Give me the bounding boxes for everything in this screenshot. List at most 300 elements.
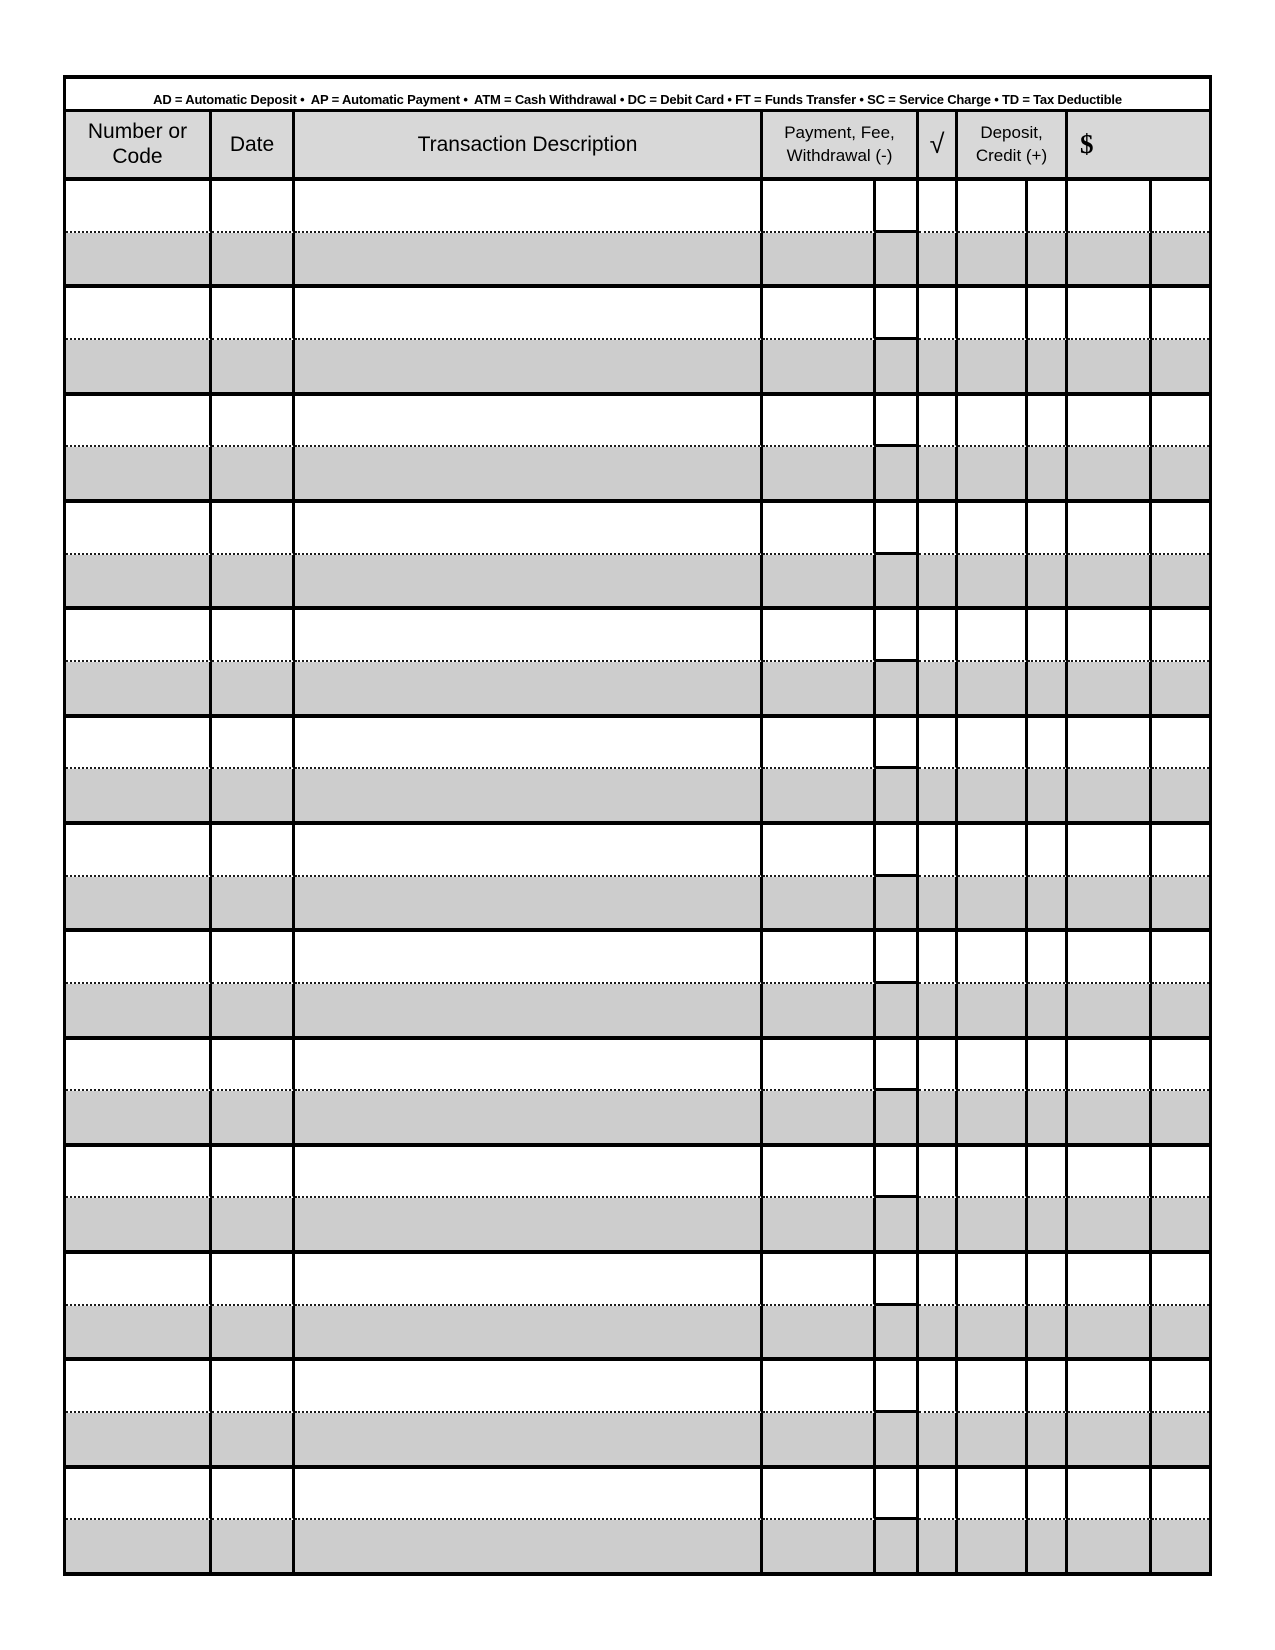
cell-payment[interactable] (763, 769, 876, 821)
cell-check[interactable] (919, 1091, 958, 1143)
cell-description[interactable] (295, 340, 763, 392)
cell-description[interactable] (295, 1147, 763, 1199)
cell-deposit[interactable] (958, 718, 1028, 770)
cell-payment-cents[interactable] (876, 555, 919, 607)
cell-balance-cents[interactable] (1152, 1520, 1209, 1572)
cell-payment-cents[interactable] (876, 233, 919, 285)
cell-check[interactable] (919, 233, 958, 285)
cell-payment-cents[interactable] (876, 662, 919, 714)
cell-number-code[interactable] (66, 181, 212, 233)
cell-deposit-cents[interactable] (1028, 1520, 1068, 1572)
cell-number-code[interactable] (66, 1361, 212, 1413)
cell-balance-cents[interactable] (1152, 1361, 1209, 1413)
cell-date[interactable] (212, 396, 295, 448)
cell-number-code[interactable] (66, 1040, 212, 1092)
register-row-white (66, 610, 1209, 662)
cell-deposit-cents[interactable] (1028, 984, 1068, 1036)
cell-check[interactable] (919, 1361, 958, 1413)
register-entry (66, 1469, 1209, 1572)
cell-date[interactable] (212, 233, 295, 285)
cell-number-code[interactable] (66, 555, 212, 607)
cell-date[interactable] (212, 610, 295, 662)
cell-date[interactable] (212, 1040, 295, 1092)
cell-number-code[interactable] (66, 288, 212, 340)
register-entry (66, 288, 1209, 395)
cell-deposit-cents[interactable] (1028, 233, 1068, 285)
cell-payment[interactable] (763, 1361, 876, 1413)
cell-deposit-cents[interactable] (1028, 1469, 1068, 1521)
table-header-row (66, 112, 1209, 181)
cell-balance[interactable] (1068, 447, 1152, 499)
register-entry (66, 610, 1209, 717)
cell-check[interactable] (919, 181, 958, 233)
cell-balance[interactable] (1068, 555, 1152, 607)
cell-deposit[interactable] (958, 610, 1028, 662)
cell-deposit[interactable] (958, 877, 1028, 929)
cell-description[interactable] (295, 932, 763, 984)
cell-payment-cents[interactable] (876, 877, 919, 929)
cell-payment-cents[interactable] (876, 288, 919, 340)
cell-balance[interactable] (1068, 1520, 1152, 1572)
cell-deposit-cents[interactable] (1028, 288, 1068, 340)
cell-balance[interactable] (1068, 1147, 1152, 1199)
cell-balance-cents[interactable] (1152, 1198, 1209, 1250)
cell-date[interactable] (212, 1413, 295, 1465)
cell-payment-cents[interactable] (876, 396, 919, 448)
cell-balance[interactable] (1068, 233, 1152, 285)
cell-deposit-cents[interactable] (1028, 1147, 1068, 1199)
cell-description[interactable] (295, 1306, 763, 1358)
cell-balance[interactable] (1068, 984, 1152, 1036)
register-row-white (66, 1147, 1209, 1199)
cell-description[interactable] (295, 610, 763, 662)
cell-payment[interactable] (763, 555, 876, 607)
cell-number-code[interactable] (66, 932, 212, 984)
cell-description[interactable] (295, 1413, 763, 1465)
cell-deposit-cents[interactable] (1028, 1091, 1068, 1143)
cell-number-code[interactable] (66, 610, 212, 662)
header-check-column (919, 112, 958, 177)
cell-description[interactable] (295, 503, 763, 555)
register-entry (66, 181, 1209, 288)
cell-number-code[interactable] (66, 877, 212, 929)
checkmark-icon: √ (929, 129, 945, 159)
cell-description[interactable] (295, 1091, 763, 1143)
cell-deposit[interactable] (958, 984, 1028, 1036)
cell-payment[interactable] (763, 610, 876, 662)
cell-balance-cents[interactable] (1152, 503, 1209, 555)
header-deposit (958, 112, 1068, 177)
header-label-line: Payment, Fee, (784, 123, 895, 143)
cell-balance-cents[interactable] (1152, 1254, 1209, 1306)
cell-deposit-cents[interactable] (1028, 662, 1068, 714)
cell-balance[interactable] (1068, 1040, 1152, 1092)
cell-date[interactable] (212, 1520, 295, 1572)
register-entry (66, 825, 1209, 932)
cell-description[interactable] (295, 447, 763, 499)
cell-date[interactable] (212, 1469, 295, 1521)
cell-balance-cents[interactable] (1152, 1469, 1209, 1521)
cell-deposit[interactable] (958, 1198, 1028, 1250)
cell-description[interactable] (295, 288, 763, 340)
header-label-line: Date (229, 132, 275, 156)
cell-deposit-cents[interactable] (1028, 1306, 1068, 1358)
cell-balance[interactable] (1068, 1413, 1152, 1465)
cell-description[interactable] (295, 662, 763, 714)
cell-balance[interactable] (1068, 1198, 1152, 1250)
cell-date[interactable] (212, 984, 295, 1036)
cell-balance-cents[interactable] (1152, 662, 1209, 714)
cell-payment-cents[interactable] (876, 447, 919, 499)
cell-payment[interactable] (763, 1469, 876, 1521)
cell-check[interactable] (919, 662, 958, 714)
register-row-white (66, 1040, 1209, 1092)
cell-payment-cents[interactable] (876, 1361, 919, 1413)
cell-payment[interactable] (763, 877, 876, 929)
cell-payment[interactable] (763, 340, 876, 392)
cell-description[interactable] (295, 181, 763, 233)
cell-deposit[interactable] (958, 1520, 1028, 1572)
cell-deposit-cents[interactable] (1028, 396, 1068, 448)
cell-date[interactable] (212, 1254, 295, 1306)
cell-balance-cents[interactable] (1152, 1413, 1209, 1465)
cell-deposit[interactable] (958, 555, 1028, 607)
register-row-shaded (66, 1520, 1209, 1572)
register-row-shaded (66, 1413, 1209, 1465)
header-payment (763, 112, 919, 177)
header-date (212, 112, 295, 177)
cell-balance[interactable] (1068, 932, 1152, 984)
cell-balance[interactable] (1068, 1091, 1152, 1143)
cell-date[interactable] (212, 718, 295, 770)
header-label-line: Withdrawal (-) (786, 145, 893, 165)
cell-payment-cents[interactable] (876, 1413, 919, 1465)
cell-description[interactable] (295, 1520, 763, 1572)
cell-number-code[interactable] (66, 662, 212, 714)
cell-deposit[interactable] (958, 1306, 1028, 1358)
cell-date[interactable] (212, 447, 295, 499)
header-balance (1068, 112, 1209, 177)
cell-payment[interactable] (763, 825, 876, 877)
cell-number-code[interactable] (66, 718, 212, 770)
cell-description[interactable] (295, 1198, 763, 1250)
register-row-shaded (66, 662, 1209, 714)
cell-date[interactable] (212, 181, 295, 233)
cell-payment-cents[interactable] (876, 1147, 919, 1199)
cell-deposit-cents[interactable] (1028, 503, 1068, 555)
cell-description[interactable] (295, 396, 763, 448)
register-row-shaded (66, 769, 1209, 821)
cell-description[interactable] (295, 769, 763, 821)
register-entry (66, 718, 1209, 825)
cell-payment-cents[interactable] (876, 1254, 919, 1306)
register-row-shaded (66, 340, 1209, 392)
cell-payment[interactable] (763, 1520, 876, 1572)
cell-balance[interactable] (1068, 1306, 1152, 1358)
cell-balance[interactable] (1068, 181, 1152, 233)
cell-balance-cents[interactable] (1152, 984, 1209, 1036)
cell-payment-cents[interactable] (876, 181, 919, 233)
cell-balance-cents[interactable] (1152, 233, 1209, 285)
cell-description[interactable] (295, 984, 763, 1036)
cell-date[interactable] (212, 825, 295, 877)
cell-number-code[interactable] (66, 1198, 212, 1250)
cell-payment-cents[interactable] (876, 610, 919, 662)
cell-deposit-cents[interactable] (1028, 877, 1068, 929)
cell-balance-cents[interactable] (1152, 877, 1209, 929)
cell-balance[interactable] (1068, 1254, 1152, 1306)
cell-check[interactable] (919, 1413, 958, 1465)
cell-payment-cents[interactable] (876, 1520, 919, 1572)
cell-deposit[interactable] (958, 503, 1028, 555)
cell-check[interactable] (919, 555, 958, 607)
cell-check[interactable] (919, 1198, 958, 1250)
cell-balance-cents[interactable] (1152, 1306, 1209, 1358)
cell-check[interactable] (919, 503, 958, 555)
cell-deposit[interactable] (958, 662, 1028, 714)
cell-number-code[interactable] (66, 447, 212, 499)
cell-number-code[interactable] (66, 984, 212, 1036)
cell-description[interactable] (295, 1469, 763, 1521)
cell-payment[interactable] (763, 447, 876, 499)
cell-payment[interactable] (763, 396, 876, 448)
cell-deposit[interactable] (958, 1040, 1028, 1092)
cell-deposit[interactable] (958, 447, 1028, 499)
cell-number-code[interactable] (66, 233, 212, 285)
cell-number-code[interactable] (66, 396, 212, 448)
cell-payment-cents[interactable] (876, 1198, 919, 1250)
cell-check[interactable] (919, 1306, 958, 1358)
cell-payment-cents[interactable] (876, 1306, 919, 1358)
cell-description[interactable] (295, 1040, 763, 1092)
cell-payment[interactable] (763, 1306, 876, 1358)
cell-date[interactable] (212, 288, 295, 340)
cell-check[interactable] (919, 447, 958, 499)
cell-balance[interactable] (1068, 825, 1152, 877)
cell-deposit[interactable] (958, 1254, 1028, 1306)
cell-deposit[interactable] (958, 1469, 1028, 1521)
cell-description[interactable] (295, 1361, 763, 1413)
cell-payment-cents[interactable] (876, 718, 919, 770)
register-row-white (66, 503, 1209, 555)
cell-deposit-cents[interactable] (1028, 825, 1068, 877)
header-description (295, 112, 763, 177)
cell-payment-cents[interactable] (876, 1469, 919, 1521)
cell-check[interactable] (919, 718, 958, 770)
cell-balance-cents[interactable] (1152, 825, 1209, 877)
cell-balance[interactable] (1068, 1361, 1152, 1413)
cell-deposit-cents[interactable] (1028, 1361, 1068, 1413)
cell-payment[interactable] (763, 288, 876, 340)
cell-deposit-cents[interactable] (1028, 1040, 1068, 1092)
cell-number-code[interactable] (66, 769, 212, 821)
cell-check[interactable] (919, 877, 958, 929)
cell-balance-cents[interactable] (1152, 181, 1209, 233)
cell-balance[interactable] (1068, 1469, 1152, 1521)
cell-payment-cents[interactable] (876, 984, 919, 1036)
cell-balance-cents[interactable] (1152, 610, 1209, 662)
cell-payment[interactable] (763, 718, 876, 770)
cell-balance-cents[interactable] (1152, 718, 1209, 770)
cell-deposit-cents[interactable] (1028, 769, 1068, 821)
cell-balance-cents[interactable] (1152, 288, 1209, 340)
cell-check[interactable] (919, 1147, 958, 1199)
cell-payment-cents[interactable] (876, 1091, 919, 1143)
cell-payment-cents[interactable] (876, 340, 919, 392)
cell-date[interactable] (212, 1091, 295, 1143)
cell-deposit-cents[interactable] (1028, 1413, 1068, 1465)
cell-balance-cents[interactable] (1152, 1091, 1209, 1143)
cell-check[interactable] (919, 288, 958, 340)
cell-payment-cents[interactable] (876, 503, 919, 555)
register-row-shaded (66, 984, 1209, 1036)
header-label-line: Deposit, (980, 123, 1043, 143)
cell-deposit[interactable] (958, 769, 1028, 821)
cell-balance-cents[interactable] (1152, 1147, 1209, 1199)
code-legend-row (66, 79, 1209, 112)
cell-balance-cents[interactable] (1152, 1040, 1209, 1092)
cell-date[interactable] (212, 877, 295, 929)
cell-balance[interactable] (1068, 877, 1152, 929)
cell-payment[interactable] (763, 1198, 876, 1250)
cell-deposit[interactable] (958, 932, 1028, 984)
cell-date[interactable] (212, 1147, 295, 1199)
cell-date[interactable] (212, 769, 295, 821)
cell-payment[interactable] (763, 233, 876, 285)
cell-deposit[interactable] (958, 1413, 1028, 1465)
cell-check[interactable] (919, 769, 958, 821)
cell-description[interactable] (295, 555, 763, 607)
cell-payment-cents[interactable] (876, 932, 919, 984)
cell-balance-cents[interactable] (1152, 555, 1209, 607)
cell-deposit-cents[interactable] (1028, 181, 1068, 233)
cell-check[interactable] (919, 825, 958, 877)
register-row-shaded (66, 1091, 1209, 1143)
register-entry (66, 1147, 1209, 1254)
cell-deposit-cents[interactable] (1028, 610, 1068, 662)
cell-payment[interactable] (763, 1040, 876, 1092)
cell-payment[interactable] (763, 932, 876, 984)
cell-payment[interactable] (763, 662, 876, 714)
cell-date[interactable] (212, 503, 295, 555)
cell-number-code[interactable] (66, 1306, 212, 1358)
cell-check[interactable] (919, 340, 958, 392)
cell-date[interactable] (212, 1198, 295, 1250)
cell-date[interactable] (212, 555, 295, 607)
cell-deposit[interactable] (958, 1091, 1028, 1143)
register-row-white (66, 1361, 1209, 1413)
cell-number-code[interactable] (66, 1254, 212, 1306)
cell-balance[interactable] (1068, 396, 1152, 448)
cell-deposit-cents[interactable] (1028, 1198, 1068, 1250)
cell-number-code[interactable] (66, 1091, 212, 1143)
cell-description[interactable] (295, 233, 763, 285)
register-entry (66, 1040, 1209, 1147)
cell-deposit-cents[interactable] (1028, 718, 1068, 770)
cell-date[interactable] (212, 1306, 295, 1358)
cell-check[interactable] (919, 932, 958, 984)
cell-deposit[interactable] (958, 396, 1028, 448)
cell-balance[interactable] (1068, 340, 1152, 392)
register-rows (66, 181, 1209, 1572)
cell-deposit[interactable] (958, 340, 1028, 392)
cell-description[interactable] (295, 718, 763, 770)
cell-deposit-cents[interactable] (1028, 1254, 1068, 1306)
cell-number-code[interactable] (66, 340, 212, 392)
cell-check[interactable] (919, 1469, 958, 1521)
cell-number-code[interactable] (66, 1469, 212, 1521)
cell-check[interactable] (919, 1520, 958, 1572)
cell-deposit[interactable] (958, 233, 1028, 285)
cell-number-code[interactable] (66, 1147, 212, 1199)
cell-deposit[interactable] (958, 181, 1028, 233)
cell-description[interactable] (295, 877, 763, 929)
cell-payment[interactable] (763, 1413, 876, 1465)
register-row-white (66, 825, 1209, 877)
cell-number-code[interactable] (66, 1520, 212, 1572)
cell-deposit[interactable] (958, 288, 1028, 340)
code-legend-text: AD = Automatic Deposit • AP = Automatic Payment • ATM = Cash Withdrawal • DC = Debit Card • FT = Funds Transfer • SC = Service Charge • TD = Tax Deductible (153, 92, 1122, 107)
cell-deposit-cents[interactable] (1028, 555, 1068, 607)
cell-date[interactable] (212, 662, 295, 714)
register-row-white (66, 288, 1209, 340)
cell-payment-cents[interactable] (876, 1040, 919, 1092)
cell-balance[interactable] (1068, 503, 1152, 555)
cell-check[interactable] (919, 1254, 958, 1306)
cell-payment[interactable] (763, 181, 876, 233)
cell-description[interactable] (295, 825, 763, 877)
cell-number-code[interactable] (66, 1413, 212, 1465)
cell-deposit[interactable] (958, 1147, 1028, 1199)
cell-payment[interactable] (763, 1254, 876, 1306)
cell-balance-cents[interactable] (1152, 340, 1209, 392)
header-label-line: Code (112, 144, 163, 168)
cell-deposit-cents[interactable] (1028, 932, 1068, 984)
cell-payment[interactable] (763, 1147, 876, 1199)
cell-balance[interactable] (1068, 662, 1152, 714)
cell-payment[interactable] (763, 984, 876, 1036)
cell-balance-cents[interactable] (1152, 396, 1209, 448)
cell-deposit[interactable] (958, 825, 1028, 877)
cell-balance[interactable] (1068, 769, 1152, 821)
cell-deposit[interactable] (958, 1361, 1028, 1413)
cell-payment-cents[interactable] (876, 825, 919, 877)
cell-balance[interactable] (1068, 718, 1152, 770)
cell-balance[interactable] (1068, 610, 1152, 662)
cell-date[interactable] (212, 932, 295, 984)
cell-check[interactable] (919, 984, 958, 1036)
cell-balance-cents[interactable] (1152, 769, 1209, 821)
cell-balance[interactable] (1068, 288, 1152, 340)
cell-balance-cents[interactable] (1152, 932, 1209, 984)
cell-date[interactable] (212, 1361, 295, 1413)
register-row-white (66, 718, 1209, 770)
cell-payment[interactable] (763, 1091, 876, 1143)
cell-check[interactable] (919, 610, 958, 662)
cell-deposit-cents[interactable] (1028, 447, 1068, 499)
cell-description[interactable] (295, 1254, 763, 1306)
cell-balance-cents[interactable] (1152, 447, 1209, 499)
cell-payment[interactable] (763, 503, 876, 555)
register-entry (66, 1361, 1209, 1468)
cell-number-code[interactable] (66, 503, 212, 555)
cell-check[interactable] (919, 396, 958, 448)
cell-date[interactable] (212, 340, 295, 392)
cell-payment-cents[interactable] (876, 769, 919, 821)
cell-deposit-cents[interactable] (1028, 340, 1068, 392)
cell-check[interactable] (919, 1040, 958, 1092)
cell-number-code[interactable] (66, 825, 212, 877)
